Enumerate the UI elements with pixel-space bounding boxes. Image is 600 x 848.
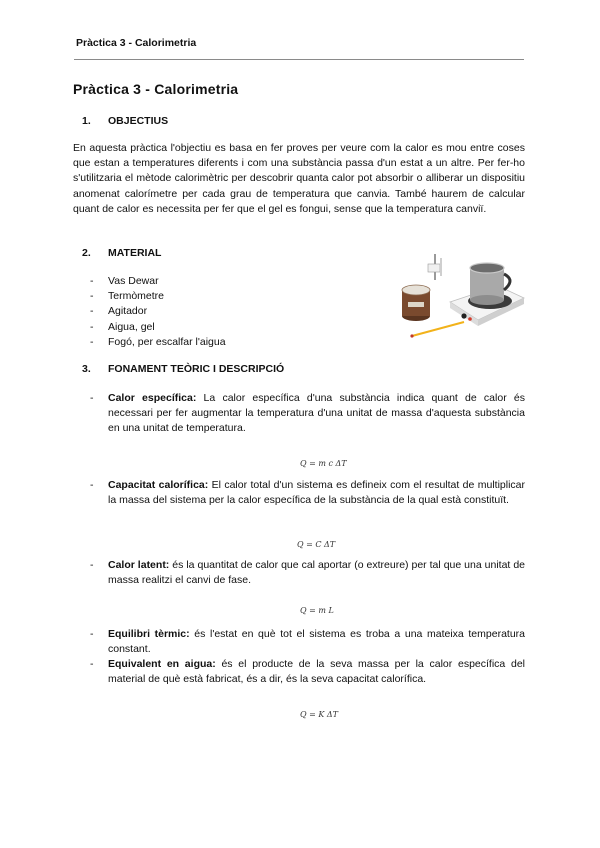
list-item: - Vas Dewar [90, 274, 226, 289]
definition-text: La calor específica d'una substància indica quant de calor és necessari per fer augmentar la temperatura d'una unitat de massa d'aquesta substància en una unitat de temperatura. [108, 392, 525, 435]
definition-text: és la quantitat de calor que cal aportar (o extreure) per tal que una unitat de massa realitzi el canvi de fase. [108, 559, 525, 587]
calorimetry-equipment-image [398, 250, 528, 338]
section-number: 2. [82, 247, 91, 259]
formula-capacitat-calorifica: Q = C ΔT [297, 540, 336, 549]
section-heading-fonament [82, 363, 284, 375]
definition-term: Equivalent en aigua: [108, 658, 216, 670]
list-item-text: Fogó, per escalfar l'aigua [108, 335, 226, 348]
section-number: 3. [82, 363, 91, 375]
definition-calor-especifica: - Calor específica: La calor específica d'una substància indica quant de calor és necessari per fer augmentar la temperatura d'una unitat de massa d'aquesta substància en una unitat de temperatura. [90, 392, 525, 435]
definition-capacitat-calorifica: - Capacitat calorífica: El calor total d'un sistema es defineix com el resultat de multiplicar la massa del sistema per la calor específica de la substància de la qual està constituït. [90, 479, 525, 507]
list-item: - Aigua, gel [90, 320, 226, 335]
document-title: Pràctica 3 - Calorimetria [73, 81, 239, 97]
definition-text: és el producte de la seva massa per la calor específica del material de què està fabricat, és a dir, és la seva capacitat calorífica. [108, 658, 525, 686]
definition-term: Calor específica: [108, 392, 197, 404]
header-divider [74, 59, 524, 60]
list-item-text: Vas Dewar [108, 275, 159, 287]
list-item-text: Aigua, gel [108, 320, 155, 333]
section-title: FONAMENT TEÒRIC I DESCRIPCIÓ [108, 363, 285, 375]
running-header: Pràctica 3 - Calorimetria [76, 37, 197, 49]
definition-term: Equilibri tèrmic: [108, 628, 190, 640]
definition-term: Calor latent: [108, 559, 170, 571]
section-title: OBJECTIUS [108, 115, 169, 127]
list-item-text: Agitador [108, 305, 148, 318]
list-item: - Termòmetre [90, 289, 226, 304]
definition-equivalent-aigua: - Equivalent en aigua: és el producte de la seva massa per la calor específica del material de què està fabricat, és a dir, és la seva capacitat calorífica. [90, 658, 525, 686]
definition-equilibri-termic: - Equilibri tèrmic: és l'estat en què tot el sistema es troba a una mateixa temperatura constant. [90, 628, 526, 656]
definition-term: Capacitat calorífica: [108, 479, 209, 491]
definition-text: El calor total d'un sistema es defineix com el resultat de multiplicar la massa del sistema per la calor específica de la substància de la qual està constituït. [108, 479, 525, 507]
section-number: 1. [82, 115, 91, 127]
list-item: - Agitador [90, 304, 226, 319]
objectius-paragraph: En aquesta pràctica l'objectiu es basa en fer proves per veure com la calor es mou entre coses que estan a temperatures diferents i com una substància passa d'un estat a un altre. Per fer-ho s'utilitzaria el mètode calorimètric per descobrir quanta calor pot absorbir o alliberar un dispositiu anomenat calorímetre per cada grau de temperatura que canvia. També haurem de calcular quant de calor es necessita per fer que el gel es fongui, sense que la temperatura canviï. [73, 142, 525, 215]
definition-text: és l'estat en què tot el sistema es troba a una mateixa temperatura constant. [108, 628, 526, 656]
definition-calor-latent: - Calor latent: és la quantitat de calor que cal aportar (o extreure) per tal que una unitat de massa realitzi el canvi de fase. [90, 559, 525, 587]
section-heading-objectius [82, 115, 168, 127]
section-heading-material [82, 247, 161, 259]
list-item-text: Termòmetre [108, 290, 165, 303]
formula-calor-latent: Q = m L [300, 606, 334, 615]
section-title: MATERIAL [108, 247, 162, 259]
formula-calor-especifica: Q = m c ΔT [300, 459, 347, 468]
material-list [90, 274, 226, 350]
list-item: - Fogó, per escalfar l'aigua [90, 335, 226, 350]
formula-equivalent-aigua: Q = K ΔT [300, 710, 338, 719]
